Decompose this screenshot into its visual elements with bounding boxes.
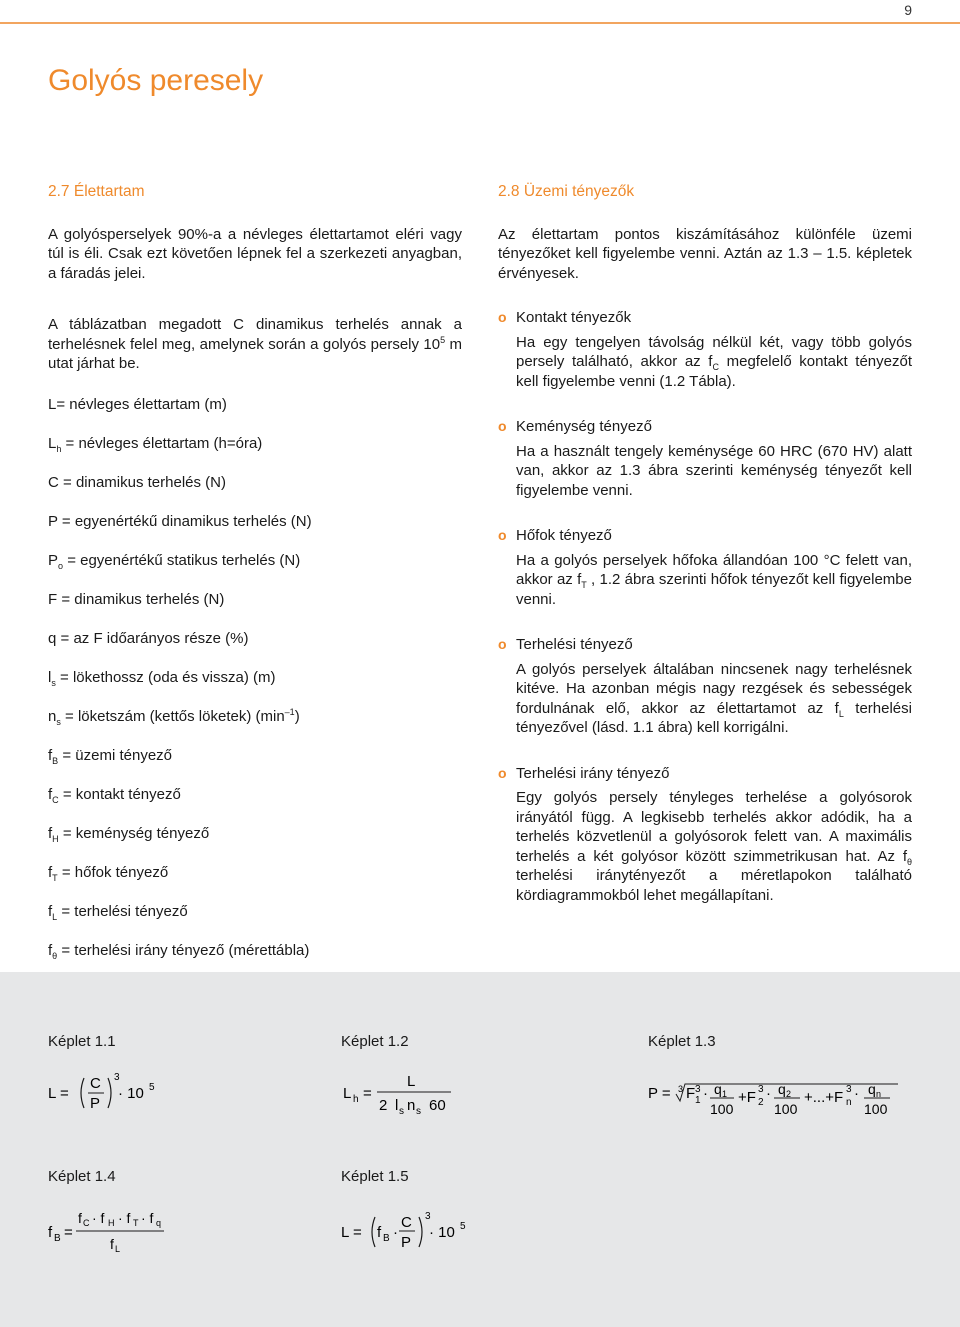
- svg-text:100: 100: [710, 1101, 734, 1117]
- section-heading-lifetime: 2.7 Élettartam: [48, 183, 145, 200]
- formula-label: Képlet 1.2: [341, 1033, 409, 1050]
- svg-text:=: =: [64, 1224, 73, 1241]
- bullet-mark: o: [498, 636, 507, 652]
- factor-title: Hőfok tényező: [516, 527, 612, 544]
- formula-panel: [0, 972, 960, 1327]
- svg-text:+F: +F: [738, 1089, 756, 1106]
- definition-item: $f_T$ = hőfok tényező: [48, 863, 169, 883]
- definition-item: $n_s$ = löketszám (kettős löketek) $(\min^{-1})$: [48, 706, 300, 727]
- svg-text:1: 1: [722, 1089, 728, 1099]
- svg-text:L =: L =: [341, 1224, 362, 1241]
- header-rule: [0, 0, 960, 24]
- definition-item: $L_h$ = névleges élettartam (h=óra): [48, 434, 263, 454]
- svg-text:q: q: [778, 1081, 786, 1097]
- bullet-mark: o: [498, 527, 507, 543]
- svg-text:C: C: [90, 1075, 101, 1092]
- factor-title: Terhelési irány tényező: [516, 764, 670, 782]
- svg-text:q: q: [156, 1218, 162, 1228]
- formula-1-2: [341, 1033, 501, 1132]
- definition-item: L= névleges élettartam (m): [48, 395, 227, 413]
- formula-1-3: [648, 1033, 908, 1132]
- svg-text:h: h: [353, 1094, 359, 1105]
- svg-text:L: L: [407, 1073, 416, 1090]
- formula-label: Képlet 1.3: [648, 1033, 716, 1050]
- bullet-mark: o: [498, 764, 507, 781]
- svg-text:5: 5: [149, 1082, 155, 1093]
- definition-item: $f_\theta$ = terhelési irány tényező (mérettábla): [48, 941, 310, 961]
- definition-item: q = az F időarányos része (%): [48, 629, 249, 647]
- formula-1-4-math: [48, 1203, 208, 1263]
- formula-1-2-math: [341, 1068, 501, 1128]
- svg-text:· 10: · 10: [118, 1085, 144, 1102]
- factor-body: Ha a golyós perselyek hőfoka állandóan 100 °C felett van, akkor az $f_T$ , 1.2 ábra szerinti hőfok tényezőt kell figyelembe venni.: [516, 551, 912, 608]
- page-number: 9: [904, 2, 912, 18]
- formula-1-3-math: [648, 1068, 908, 1128]
- formula-1-4: [48, 1168, 208, 1267]
- svg-text:100: 100: [774, 1101, 798, 1117]
- formula-label: Képlet 1.1: [48, 1033, 116, 1050]
- svg-text:· 10: · 10: [429, 1224, 455, 1241]
- svg-text:f: f: [78, 1210, 82, 1226]
- svg-text:f: f: [48, 1224, 53, 1241]
- definition-item: $f_L$ = terhelési tényező: [48, 902, 188, 922]
- lifetime-paragraph: A golyósperselyek 90%-a a névleges élettartamot eléri vagy túl is éli. Csak ezt követően lépnek fel a szerkezeti anyagban, a fáradás jelei.: [48, 225, 462, 282]
- factors-intro: Az élettartam pontos kiszámításához különféle üzemi tényezőket kell figyelembe venni. Aztán az 1.3 – 1.5. képletek érvényesek.: [498, 225, 912, 282]
- svg-text:L: L: [343, 1085, 352, 1102]
- svg-text:n: n: [407, 1097, 416, 1114]
- left-column: [48, 182, 462, 960]
- svg-text:L =: L =: [48, 1085, 69, 1102]
- svg-text:3: 3: [846, 1084, 852, 1095]
- definition-item: $f_C$ = kontakt tényező: [48, 785, 181, 805]
- svg-text:3: 3: [758, 1084, 764, 1095]
- svg-text:l: l: [395, 1097, 399, 1114]
- svg-text:C: C: [401, 1214, 412, 1231]
- svg-text:f: f: [377, 1224, 382, 1241]
- svg-text:T: T: [133, 1218, 139, 1228]
- svg-text:s: s: [399, 1106, 404, 1117]
- svg-text:+...+F: +...+F: [804, 1089, 844, 1106]
- svg-text:· f: · f: [141, 1210, 154, 1226]
- definition-item: $f_B$ = üzemi tényező: [48, 746, 172, 766]
- formula-1-1-math: [48, 1068, 208, 1128]
- factor-list: [498, 308, 912, 905]
- bullet-mark: o: [498, 418, 507, 434]
- svg-text:3: 3: [114, 1072, 120, 1083]
- svg-text:3: 3: [678, 1084, 684, 1094]
- svg-text:2: 2: [758, 1097, 764, 1108]
- definition-item: $P_o$ = egyenértékű statikus terhelés (N): [48, 551, 301, 571]
- svg-text:·: ·: [393, 1224, 398, 1241]
- factor-body: Ha a használt tengely keménysége 60 HRC (670 HV) alatt van, akkor az 1.3 ábra szerinti keménység tényezőt kell figyelembe venni.: [516, 442, 912, 499]
- factor-title: Terhelési tényező: [516, 636, 633, 653]
- right-column: [498, 182, 912, 905]
- svg-text:·: ·: [766, 1085, 771, 1102]
- page-title: Golyós peresely: [48, 64, 264, 97]
- formula-label: Képlet 1.5: [341, 1168, 409, 1185]
- definition-item: $l_s$ = lökethossz (oda és vissza) (m): [48, 668, 276, 688]
- section-heading-factors: 2.8 Üzemi tényezők: [498, 183, 635, 200]
- formula-label: Képlet 1.4: [48, 1168, 116, 1185]
- formula-1-1: [48, 1033, 208, 1132]
- svg-text:s: s: [416, 1106, 421, 1117]
- svg-text:P: P: [401, 1234, 412, 1251]
- svg-text:n: n: [876, 1089, 882, 1099]
- definition-list: [48, 395, 462, 960]
- svg-text:5: 5: [460, 1221, 466, 1232]
- svg-text:B: B: [383, 1233, 390, 1244]
- svg-text:P: P: [90, 1095, 101, 1112]
- svg-text:n: n: [846, 1097, 852, 1108]
- svg-text:L: L: [115, 1244, 121, 1254]
- svg-text:·: ·: [703, 1085, 708, 1102]
- svg-text:· f: · f: [92, 1210, 105, 1226]
- svg-text:H: H: [108, 1218, 115, 1228]
- definition-item: P = egyenértékű dinamikus terhelés (N): [48, 512, 312, 530]
- svg-text:q: q: [868, 1081, 876, 1097]
- svg-text:3: 3: [695, 1084, 701, 1095]
- svg-text:B: B: [54, 1233, 61, 1244]
- svg-text:· f: · f: [118, 1210, 131, 1226]
- svg-text:100: 100: [864, 1101, 888, 1117]
- svg-text:C: C: [83, 1218, 90, 1228]
- factor-body: A golyós perselyek általában nincsenek nagy terhelésnek kitéve. Ha azonban mégis nagy rezgések és sebességek fordulnának elő, akkor az élettartamot az $f_L$ terhelési tényezővel (lásd. 1.1 ábra) kell korrigálni.: [516, 660, 912, 736]
- svg-text:q: q: [714, 1081, 722, 1097]
- definition-item: F = dinamikus terhelés (N): [48, 590, 225, 608]
- factor-item: [498, 526, 912, 609]
- bullet-mark: o: [498, 309, 507, 325]
- factor-item: [498, 635, 912, 738]
- load-paragraph: A táblázatban megadott C dinamikus terhelés annak a terhelésnek felel meg, amelynek során a golyós persely $10^5$ m utat járhat be.: [48, 316, 462, 372]
- svg-text:P =: P =: [648, 1085, 671, 1102]
- definition-item: C = dinamikus terhelés (N): [48, 473, 226, 491]
- svg-text:f: f: [110, 1236, 114, 1252]
- factor-item: [498, 417, 912, 500]
- svg-text:=: =: [363, 1085, 372, 1102]
- definition-item: $f_H$ = keménység tényező: [48, 824, 210, 844]
- svg-text:F: F: [686, 1085, 696, 1102]
- svg-text:·: ·: [854, 1085, 859, 1102]
- factor-item: [498, 764, 912, 906]
- factor-title: Kontakt tényezők: [516, 309, 632, 326]
- formula-1-5: [341, 1168, 501, 1267]
- svg-text:3: 3: [425, 1211, 431, 1222]
- factor-body: Egy golyós persely tényleges terhelése a golyósorok irányától függ. A legkisebb terhelés akkor adódik, ha a terhelés közvetlenül a golyósorok felett van. A maximális terhelés a két golyósor között szimmetrikusan hat. Az $f_\theta$ terhelési iránytényezőt a méretlapokon található kördiagrammokból lehet megállapítani.: [516, 789, 912, 904]
- svg-text:60: 60: [429, 1097, 446, 1114]
- svg-text:1: 1: [695, 1095, 701, 1106]
- factor-title: Keménység tényező: [516, 418, 652, 435]
- formula-1-5-math: [341, 1203, 501, 1263]
- svg-text:2: 2: [786, 1089, 792, 1099]
- svg-text:2: 2: [379, 1097, 388, 1114]
- factor-body: Ha egy tengelyen távolság nélkül két, vagy több golyós persely található, akkor az $f_C$ megfelelő kontakt tényezőt kell figyelembe venni (1.2 Tábla).: [516, 333, 913, 390]
- factor-item: [498, 308, 912, 391]
